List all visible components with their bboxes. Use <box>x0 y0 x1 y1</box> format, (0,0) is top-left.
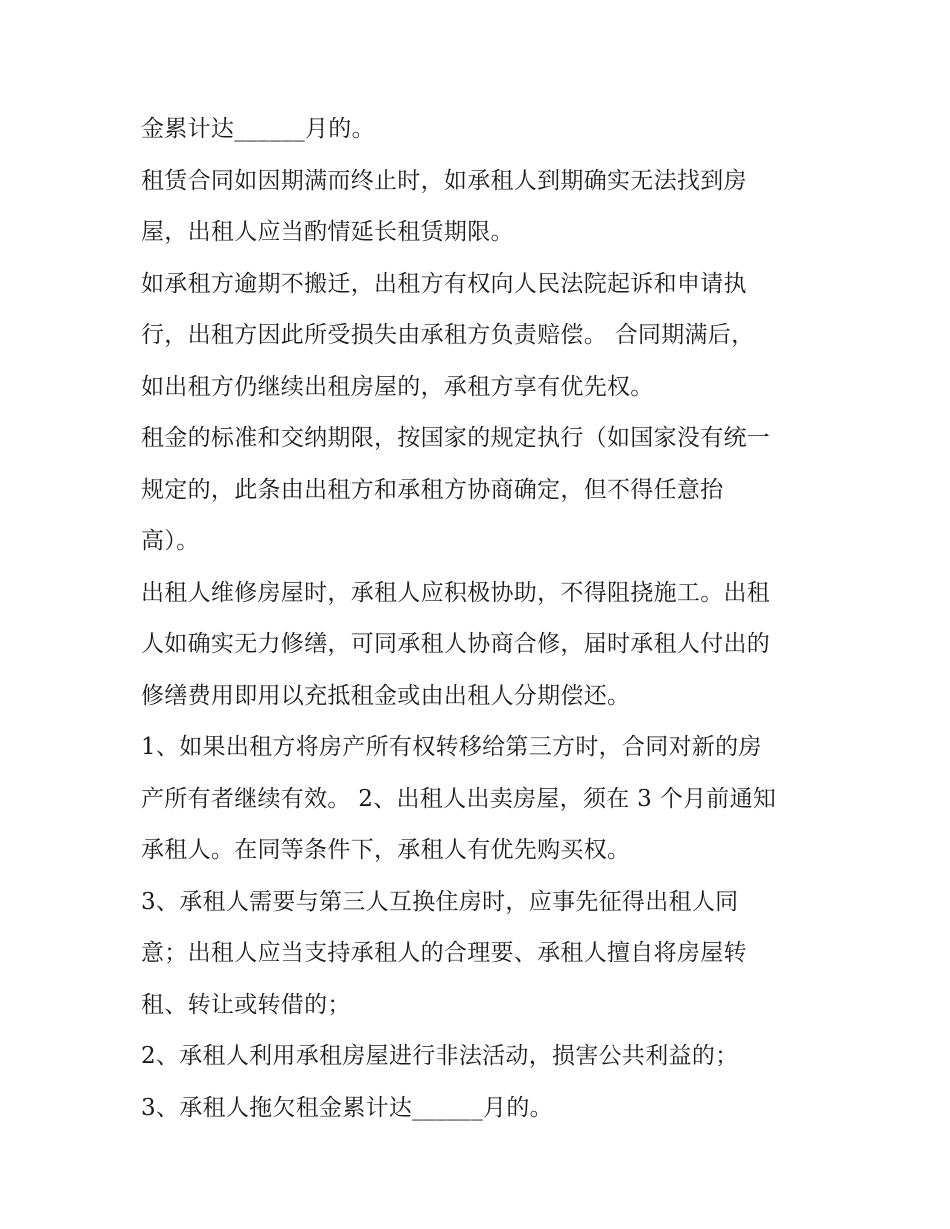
text-line: 出租人维修房屋时，承租人应积极协助，不得阻挠施工。出租 <box>141 579 771 606</box>
text-line: 3、承租人需要与第三人互换住房时，应事先征得出租人同 <box>141 888 739 915</box>
text-line: 租、转让或转借的； <box>141 991 351 1018</box>
text-line: 高）。 <box>141 528 200 554</box>
paragraph-ownership-transfer <box>141 722 821 877</box>
text-line: 修缮费用即用以充抵租金或由出租人分期偿还。 <box>141 682 631 709</box>
text-line: 租赁合同如因期满而终止时，如承租人到期确实无法找到房 <box>141 167 747 194</box>
paragraph-rent-arrears <box>141 1083 821 1135</box>
document-page <box>141 104 821 1134</box>
text-line: 意；出租人应当支持承租人的合理要、承租人擅自将房屋转 <box>141 940 747 966</box>
text-line: 如出租方仍继续出租房屋的，承租方享有优先权。 <box>141 373 654 400</box>
text-line: 租金的标准和交纳期限，按国家的规定执行（如国家没有统一 <box>141 425 771 451</box>
paragraph-illegal-use <box>141 1031 821 1083</box>
text-line: 屋，出租人应当酌情延长租赁期限。 <box>141 219 514 245</box>
text-line: 金累计达______月的。 <box>141 116 375 142</box>
text-line: 2、承租人利用承租房屋进行非法活动，损害公共利益的； <box>141 1043 739 1069</box>
text-line: 行，出租方因此所受损失由承租方负责赔偿。 合同期满后， <box>141 322 755 348</box>
text-line: 1、如果出租方将房产所有权转移给第三方时，合同对新的房 <box>141 734 762 760</box>
text-line: 承租人。在同等条件下，承租人有优先购买权。 <box>141 837 631 863</box>
text-line: 人如确实无力修缮，可同承租人协商合修，届时承租人付出的 <box>141 631 771 657</box>
text-line: 3、承租人拖欠租金累计达______月的。 <box>141 1094 553 1121</box>
paragraph-housing-exchange <box>141 877 821 1032</box>
paragraph-lease-expiry <box>141 156 821 259</box>
text-line: 产所有者继续有效。 2、出租人出卖房屋，须在 3 个月前通知 <box>141 785 777 812</box>
paragraph-repairs <box>141 568 821 723</box>
text-line: 规定的，此条由出租方和承租方协商确定，但不得任意抬 <box>141 476 724 503</box>
paragraph-rent-standard <box>141 413 821 568</box>
paragraph-overdue-moveout <box>141 259 821 414</box>
paragraph-arrears-tail <box>141 104 821 156</box>
text-line: 如承租方逾期不搬迁，出租方有权向人民法院起诉和申请执 <box>141 270 747 297</box>
